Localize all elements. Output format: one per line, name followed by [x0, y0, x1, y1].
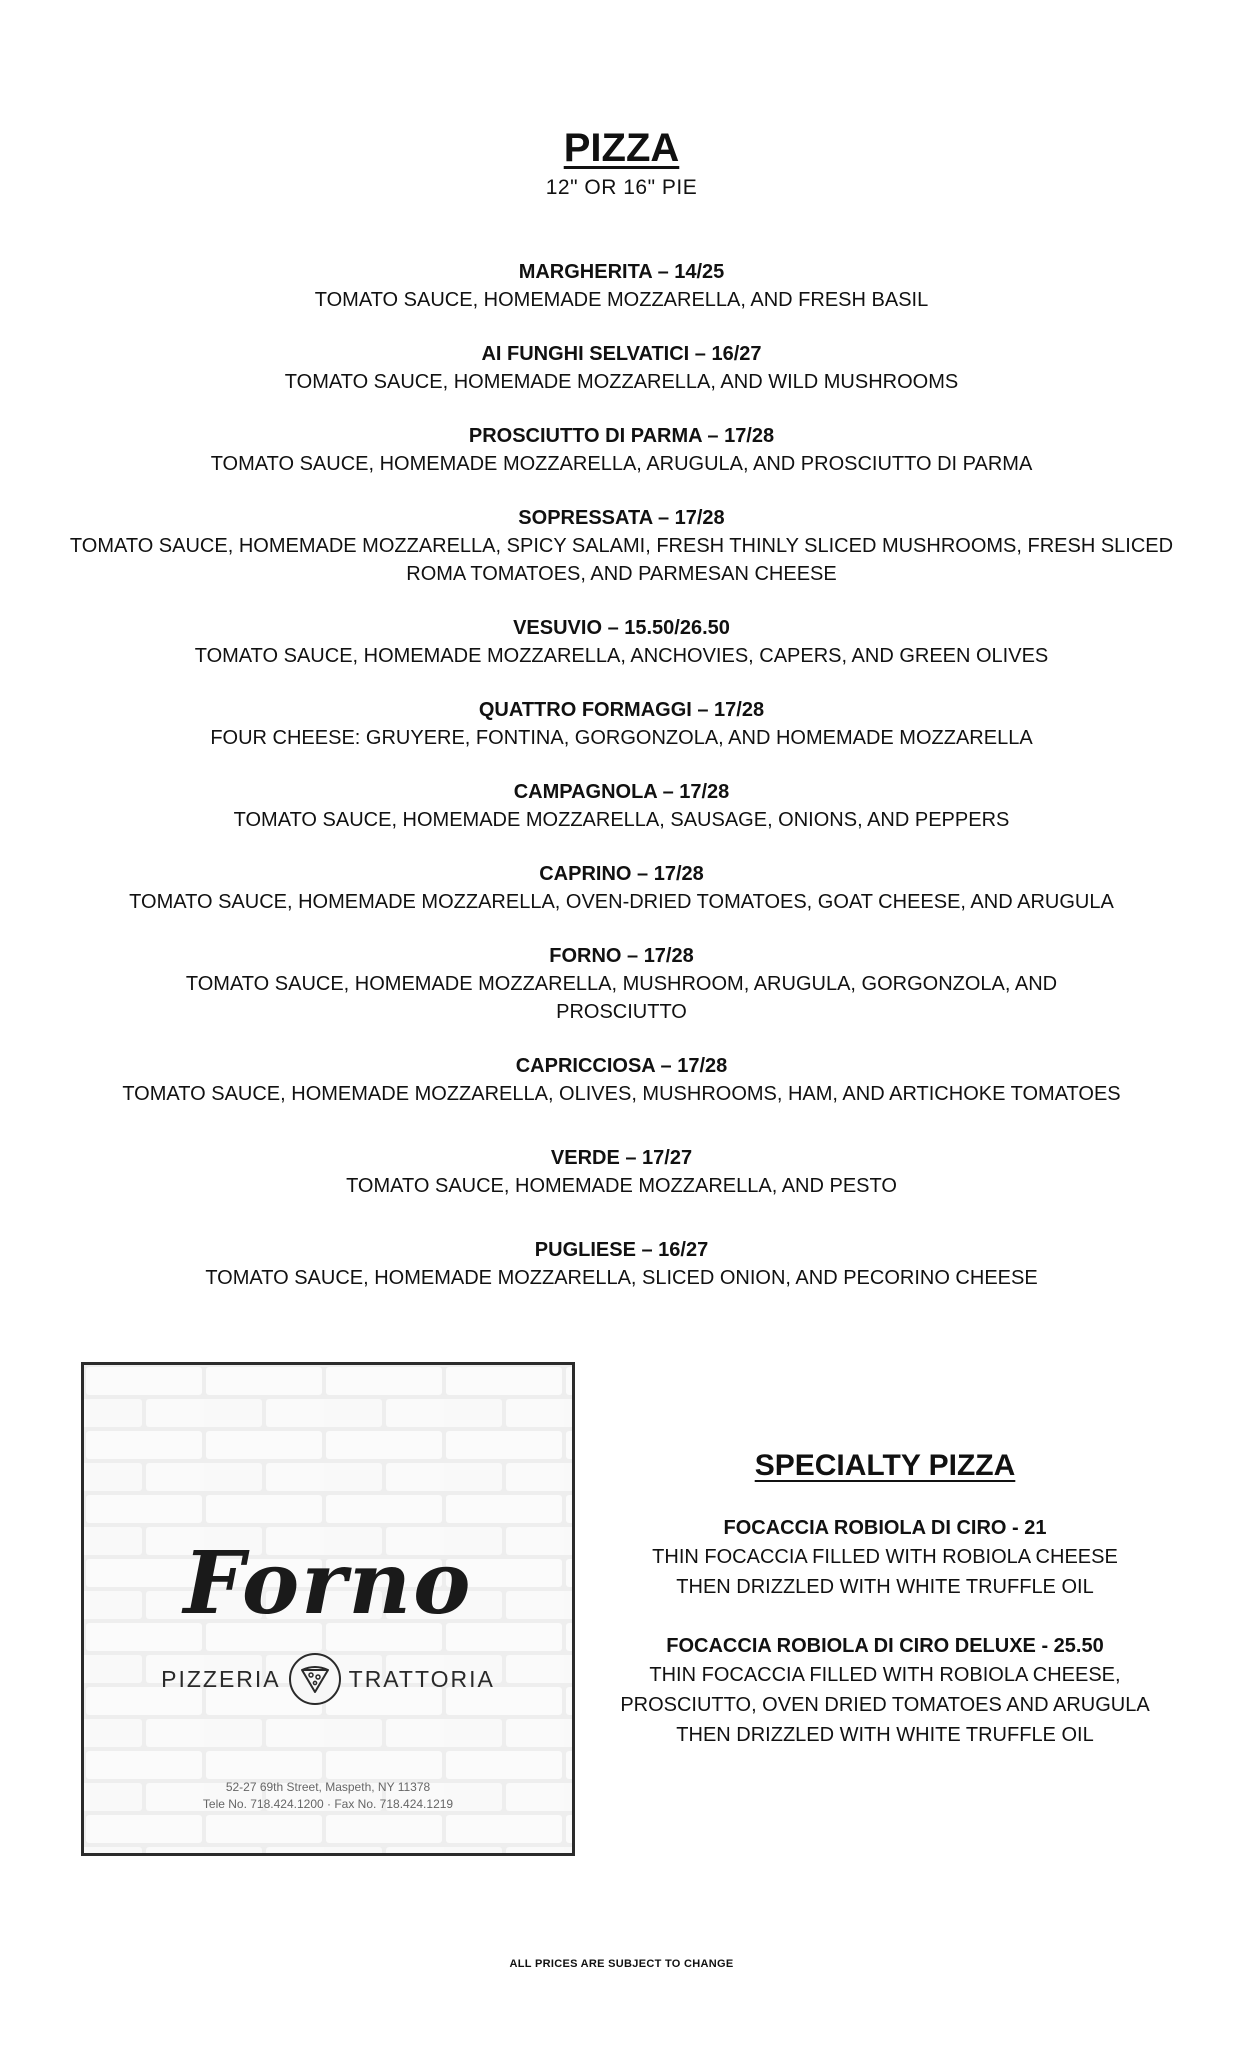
item-name: QUATTRO FORMAGGI – 17/28 [478, 699, 765, 721]
specialty-title: SPECIALTY PIZZA [754, 1449, 1016, 1482]
pizza-title: PIZZA [563, 126, 680, 170]
specialty-item-name: FOCACCIA ROBIOLA DI CIRO - 21 [723, 1517, 1047, 1539]
specialty-section [590, 1446, 1180, 1780]
item-description: TOMATO SAUCE, HOMEMADE MOZZARELLA, MUSHROOM, ARUGULA, GORGONZOLA, AND PROSCIUTTO [185, 973, 1058, 1023]
item-name: CAPRINO – 17/28 [539, 863, 704, 885]
address-line: 52-27 69th Street, Maspeth, NY 11378 [225, 1780, 431, 1794]
menu-item [60, 696, 1183, 752]
logo-script-wordmark: Forno [183, 1533, 473, 1634]
specialty-item [590, 1632, 1180, 1750]
restaurant-logo-card [81, 1362, 575, 1856]
item-name: MARGHERITA – 14/25 [518, 261, 725, 283]
item-description: TOMATO SAUCE, HOMEMADE MOZZARELLA, ANCHOVIES, CAPERS, AND GREEN OLIVES [194, 645, 1049, 667]
logo-address [84, 1779, 572, 1813]
item-description: TOMATO SAUCE, HOMEMADE MOZZARELLA, SPICY SALAMI, FRESH THINLY SLICED MUSHROOMS, FRESH SLICED ROMA TOMATOES, AND PARMESAN CHEESE [69, 535, 1174, 585]
item-description: TOMATO SAUCE, HOMEMADE MOZZARELLA, AND FRESH BASIL [314, 289, 929, 311]
item-name: VESUVIO – 15.50/26.50 [513, 617, 730, 639]
menu-item [60, 1052, 1183, 1108]
item-name: CAMPAGNOLA – 17/28 [513, 781, 730, 803]
item-name: VERDE – 17/27 [550, 1147, 693, 1169]
pizza-menu-list [60, 258, 1183, 1318]
item-description: TOMATO SAUCE, HOMEMADE MOZZARELLA, OLIVES, MUSHROOMS, HAM, AND ARTICHOKE TOMATOES [122, 1083, 1121, 1105]
pizza-header [0, 124, 1243, 202]
menu-item [60, 614, 1183, 670]
menu-item [60, 860, 1183, 916]
pizza-size-note: 12" OR 16" PIE [545, 176, 698, 199]
specialty-item-name: FOCACCIA ROBIOLA DI CIRO DELUXE - 25.50 [666, 1635, 1104, 1657]
item-description: TOMATO SAUCE, HOMEMADE MOZZARELLA, OVEN-DRIED TOMATOES, GOAT CHEESE, AND ARUGULA [129, 891, 1114, 913]
logo-left-word: PIZZERIA [161, 1665, 281, 1692]
item-name: PUGLIESE – 16/27 [534, 1239, 709, 1261]
pizza-slice-icon [289, 1653, 341, 1705]
menu-item [60, 340, 1183, 396]
menu-item [60, 778, 1183, 834]
item-description: TOMATO SAUCE, HOMEMADE MOZZARELLA, AND WILD MUSHROOMS [284, 371, 959, 393]
menu-item [60, 422, 1183, 478]
item-name: AI FUNGHI SELVATICI – 16/27 [481, 343, 762, 365]
specialty-item-description: THIN FOCACCIA FILLED WITH ROBIOLA CHEESE THEN DRIZZLED WITH WHITE TRUFFLE OIL [652, 1546, 1118, 1598]
logo-tagline [84, 1653, 572, 1705]
logo-right-word: TRATTORIA [348, 1665, 495, 1692]
price-disclaimer: ALL PRICES ARE SUBJECT TO CHANGE [509, 1958, 734, 1970]
menu-item [60, 1144, 1183, 1200]
specialty-item-description: THIN FOCACCIA FILLED WITH ROBIOLA CHEESE, PROSCIUTTO, OVEN DRIED TOMATOES AND ARUGULA THEN DRIZZLED WITH WHITE TRUFFLE OIL [620, 1664, 1150, 1746]
item-description: TOMATO SAUCE, HOMEMADE MOZZARELLA, ARUGULA, AND PROSCIUTTO DI PARMA [210, 453, 1033, 475]
item-name: PROSCIUTTO DI PARMA – 17/28 [468, 425, 775, 447]
menu-item [60, 942, 1183, 1026]
item-name: CAPRICCIOSA – 17/28 [515, 1055, 728, 1077]
item-description: FOUR CHEESE: GRUYERE, FONTINA, GORGONZOLA, AND HOMEMADE MOZZARELLA [210, 727, 1033, 749]
specialty-item [590, 1514, 1180, 1602]
menu-item [60, 1236, 1183, 1292]
item-name: FORNO – 17/28 [549, 945, 694, 967]
item-description: TOMATO SAUCE, HOMEMADE MOZZARELLA, SAUSAGE, ONIONS, AND PEPPERS [233, 809, 1010, 831]
phone-fax-line: Tele No. 718.424.1200 · Fax No. 718.424.1219 [202, 1797, 454, 1811]
menu-item [60, 504, 1183, 588]
item-description: TOMATO SAUCE, HOMEMADE MOZZARELLA, SLICED ONION, AND PECORINO CHEESE [205, 1267, 1038, 1289]
menu-item [60, 258, 1183, 314]
item-description: TOMATO SAUCE, HOMEMADE MOZZARELLA, AND PESTO [346, 1175, 897, 1197]
item-name: SOPRESSATA – 17/28 [518, 507, 725, 529]
